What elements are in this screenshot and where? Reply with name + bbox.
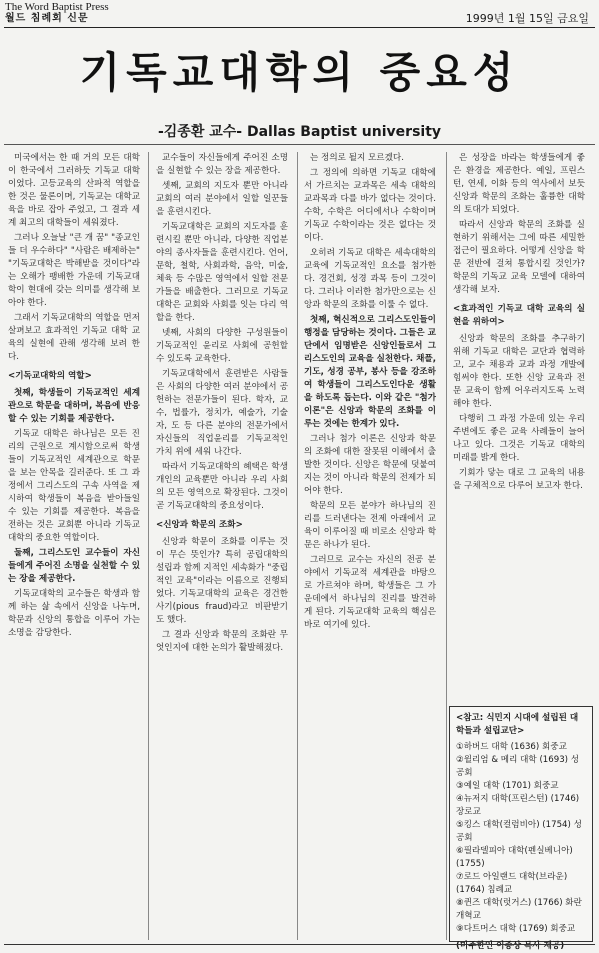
article-column-1 — [8, 152, 140, 942]
paragraph: 그래서 기독교대학의 역할을 먼저 살펴보고 효과적인 기독교 대학 교육의 실현에 관해 생각해 보려 한다. — [8, 313, 140, 362]
sidebar-entry: ⑥필라델피아 대학(펜실베니아) (1755) — [456, 846, 573, 869]
sidebar-entry: ⑨다트머스 대학 (1769) 회중교 — [456, 924, 576, 934]
paragraph: 그러나 오늘날 "큰 개 꿈" "종교인들 더 우수하다" "사람은 배제하는" "기독교대학은 박해받을 것이다"라는 오해가 팽배한 가운데 기독교대학이 현대에 갖는 의미를 생각해 보아야 한다. — [8, 233, 140, 308]
paragraph: 둘째, 그리스도인 교수들이 자신들에게 주어진 소명을 실천할 수 있는 장을 제공한다. — [8, 548, 140, 584]
masthead-korean-title: 월드 침례회 신문 — [5, 13, 89, 24]
paragraph: 신앙과 학문의 조화를 추구하기 위해 기독교 대학은 교단과 협력하고, 교수 채용과 교과 과정 개발에 힘써야 한다. 또한 신앙 교육과 전문 교육이 함께 어우러지도록 노력해야 한다. — [453, 334, 585, 409]
sidebar-source: (미주한인 이종상 목사 제공) — [456, 941, 565, 951]
sidebar-entry: ④뉴저지 대학(프린스턴) (1746) 장로교 — [456, 794, 580, 817]
paragraph: 기회가 닿는 대로 그 교육의 내용을 구체적으로 다루어 보고자 한다. — [453, 468, 585, 491]
paragraph: 그 정의에 의하면 기독교 대학에서 가르치는 교과목은 세속 대학의 교과목과 다를 바가 없다는 것이다. 수학, 수학은 어디에서나 수학이며 기독교 수학이라는 것은 없다는 것이다. — [304, 168, 436, 243]
paragraph: 그 결과 신앙과 학문의 조화란 무엇인지에 대한 논의가 활발해졌다. — [156, 630, 288, 653]
article-headline: 기독교대학의 중요성 — [79, 48, 520, 97]
paragraph: 학문의 모든 분야가 하나님의 진리를 드러낸다는 전제 아래에서 교육이 이루어질 때 비로소 신앙과 학문은 하나가 된다. — [304, 501, 436, 550]
page-bottom-rule — [4, 944, 595, 945]
paragraph: 미국에서는 한 때 거의 모든 대학이 한국에서 그러하듯 기독교 대학이었다. 고등교육의 산파적 역할을 한 것은 물론이며, 기독교는 대학교육을 바로 잡아 주었고, 그 결과 세계 최고의 대학들이 세워졌다. — [8, 153, 140, 228]
paragraph: 따라서 기독교대학의 혜택은 학생 개인의 교육뿐만 아니라 우리 사회의 모든 영역으로 확장된다. 그것이 곧 기독교대학의 중요성이다. — [156, 462, 288, 511]
paragraph: 첫째, 혁신적으로 그리스도인들이 행정을 담당하는 것이다. 그들은 교단에서 임명받은 신앙인들로서 그리스도인의 교육을 실천한다. 채플, 기도, 성경 공부, 봉사 등을 강조하여 학생들이 그리스도인다운 생활을 하도록 돕는다. 이와 같은 "첨가 이론"은 신앙과 학문의 조화를 이루는 것에는 한계가 있다. — [304, 315, 436, 429]
paragraph: 셋째, 교회의 지도자 뿐만 아니라 교회의 여러 분야에서 일할 일꾼들을 훈련시킨다. — [156, 181, 288, 217]
masthead — [5, 1, 109, 25]
paragraph: 첫째, 학생들이 기독교적인 세계관으로 학문을 대하며, 복음에 반응할 수 있는 기회를 제공한다. — [8, 388, 140, 424]
article-column-4 — [453, 152, 585, 700]
paragraph: 넷째, 사회의 다양한 구성원들이 기독교적인 윤리로 사회에 공헌할 수 있도록 교육한다. — [156, 328, 288, 364]
section-subhead: <기독교대학의 역할> — [8, 371, 92, 381]
paragraph: 기독교대학의 교수들은 학생과 함께 하는 삶 속에서 신앙을 나누며, 학문과 신앙의 통합을 이루어 가는 소명을 감당한다. — [8, 589, 140, 638]
sidebar-entry: ③예일 대학 (1701) 회중교 — [456, 781, 559, 791]
paragraph: 신앙과 학문이 조화를 이루는 것이 무슨 뜻인가? 특히 공립대학의 설립과 함께 지적인 세속화가 "중립적인 교육"이라는 이름으로 진행되었다. 기독교대학의 교육은 경건한 사기(pious fraud)라고 비판받기도 했다. — [156, 537, 288, 625]
paragraph: 기독교대학에서 훈련받은 사람들은 사회의 다양한 여러 분야에서 공헌하는 전문가들이 된다. 학자, 교수, 법률가, 정치가, 예술가, 기술자, 도 등 다른 분야의 전문가에서 자신들의 직업윤리를 기독교적인 가치 위에 세워 나간다. — [156, 369, 288, 457]
byline-rule — [4, 144, 595, 145]
issue-date: 1999년 1월 15일 금요일 — [465, 12, 589, 25]
reference-sidebar — [449, 706, 593, 951]
section-subhead: <효과적인 기독교 대학 교육의 실현을 위하여> — [453, 304, 585, 327]
article-byline: -김종환 교수- Dallas Baptist university — [157, 124, 442, 140]
sidebar-entry: ②윌리엄 & 메리 대학 (1693) 성공회 — [456, 755, 580, 778]
paragraph: 는 정의로 될지 모르겠다. — [310, 153, 404, 163]
paragraph: 따라서 신앙과 학문의 조화를 실현하기 위해서는 그에 따른 세밀한 접근이 필요하다. 어떻게 신앙을 학문 전반에 걸쳐 통합시킬 것인가? 학문의 기독교 교육 모델에 대하여 생각해 보자. — [453, 220, 585, 295]
masthead-english-title: The Word Baptist Press — [5, 1, 109, 13]
sidebar-entry: ⑧퀸즈 대학(럿거스) (1766) 화란개혁교 — [456, 898, 582, 921]
paragraph: 그러므로 교수는 자신의 전공 분야에서 기독교적 세계관을 바탕으로 가르쳐야 하며, 학생들은 그 가운데에서 하나님의 진리를 발견하게 된다. 기독교대학 교육의 핵심은 바로 여기에 있다. — [304, 555, 436, 630]
paragraph: 교수들이 자신들에게 주어진 소명을 실현할 수 있는 장을 제공한다. — [156, 153, 288, 176]
paragraph: 기독교 대학은 하나님은 모든 진리의 근원으로 계시함으로써 학생들이 기독교적인 세계관으로 학문을 보는 안목을 길러준다. 또 그 과정에서 그리스도의 구속 사역을 제시하여 학생들이 복음을 받아들일 수 있는 기회를 제공한다. 복음을 전하는 것은 교회뿐 아니라 기독교대학의 중요한 역할이다. — [8, 429, 140, 543]
paragraph: 다행히 그 과정 가운데 있는 우리 주변에도 좋은 교육 사례들이 늘어나고 있다. 그것은 기독교 대학의 미래를 밝게 한다. — [453, 414, 585, 463]
sidebar-entry: ⑤킹스 대학(컬럼비아) (1754) 성공회 — [456, 820, 582, 843]
column-divider — [297, 152, 298, 940]
article-column-2 — [156, 152, 288, 942]
paragraph: 기독교대학은 교회의 지도자를 훈련시킬 뿐만 아니라, 다양한 직업분야의 종사자들을 훈련시킨다. 언어, 문학, 철학, 사회과학, 음악, 미술, 체육 등 수많은 영역에서 일할 전문가들을 배출한다. 그러므로 기독교대학은 교회와 사회를 잇는 다리 역할을 한다. — [156, 222, 288, 323]
article-column-3 — [304, 152, 436, 942]
paragraph: 은 성장을 바라는 학생들에게 좋은 환경을 제공한다. 예일, 프린스턴, 연세, 이화 등의 역사에서 보듯 신앙과 학문의 조화는 훌륭한 대학의 토대가 되었다. — [453, 153, 585, 215]
masthead-rule — [4, 27, 595, 28]
sidebar-entry: ①하버드 대학 (1636) 회중교 — [456, 742, 567, 752]
column-divider — [148, 152, 149, 940]
column-divider — [446, 152, 447, 940]
sidebar-title: <참고: 식민지 시대에 설립된 대학들과 설립교단> — [456, 713, 579, 736]
sidebar-entry: ⑦로드 아일랜드 대학(브라운) (1764) 침례교 — [456, 872, 568, 895]
paragraph: 그러나 첨가 이론은 신앙과 학문의 조화에 대한 잘못된 이해에서 출발한 것이다. 신앙은 학문에 덧붙여지는 것이 아니라 학문의 전제가 되어야 한다. — [304, 434, 436, 496]
paragraph: 오히려 기독교 대학은 세속대학의 교육에 기독교적인 요소를 첨가한다. 경건회, 성경 과목 등이 그것이다. 그러나 이러한 첨가만으로는 신앙과 학문의 조화를 이룰 수 없다. — [304, 248, 436, 310]
section-subhead: <신앙과 학문의 조화> — [156, 520, 243, 530]
